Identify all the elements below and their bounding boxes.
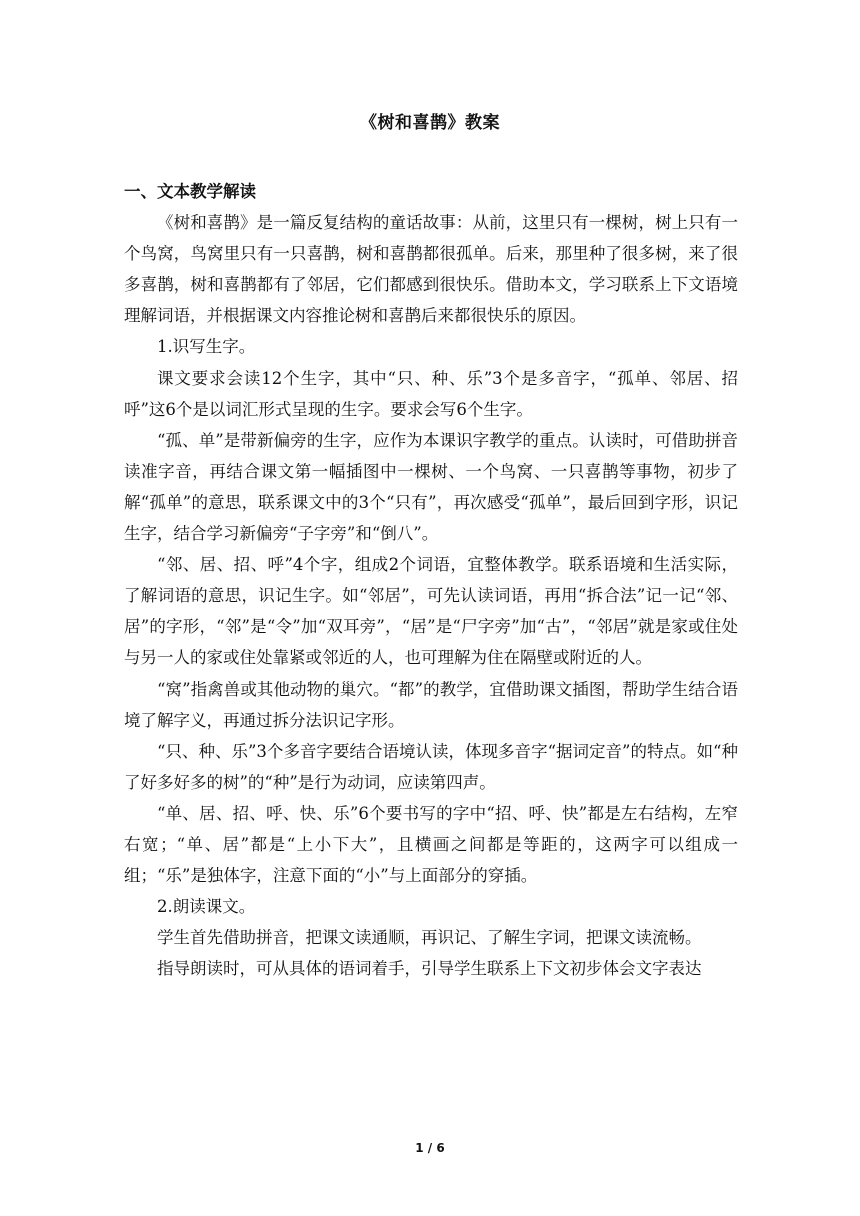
- document-body: [124, 176, 738, 984]
- paragraph-intro: 《树和喜鹊》是一篇反复结构的童话故事：从前，这里只有一棵树，树上只有一个鸟窝，鸟窝里只有一只喜鹊，树和喜鹊都很孤单。后来，那里种了很多树，来了很多喜鹊，树和喜鹊都有了邻居，它们都感到很快乐。借助本文，学习联系上下文语境理解词语，并根据课文内容推论树和喜鹊后来都很快乐的原因。: [124, 213, 738, 326]
- page-number: 1 / 6: [415, 1141, 445, 1155]
- subheading-reading: 2.朗读课文。: [157, 897, 256, 917]
- section-heading: 一、文本教学解读: [124, 182, 256, 201]
- paragraph: “只、种、乐”3个多音字要结合语境认读，体现多音字“据词定音”的特点。如“种了好多好多的树”的“种”是行为动词，应读第四声。: [124, 741, 738, 792]
- paragraph: “孤、单”是带新偏旁的生字，应作为本课识字教学的重点。认读时，可借助拼音读准字音，再结合课文第一幅插图中一棵树、一个鸟窝、一只喜鹊等事物，初步了解“孤单”的意思，联系课文中的3个“只有”，再次感受“孤单”，最后回到字形，识记生字，结合学习新偏旁“子字旁”和“倒八”。: [124, 430, 738, 544]
- paragraph: “窝”指禽兽或其他动物的巢穴。“都”的教学，宜借助课文插图，帮助学生结合语境了解字义，再通过拆分法识记字形。: [124, 679, 738, 730]
- document-title: 《树和喜鹊》教案: [360, 113, 500, 133]
- paragraph: 指导朗读时，可从具体的语词着手，引导学生联系上下文初步体会文字表达: [157, 959, 702, 979]
- paragraph: 学生首先借助拼音，把课文读通顺，再识记、了解生字词，把课文读流畅。: [157, 928, 702, 948]
- paragraph: “邻、居、招、呼”4个字，组成2个词语，宜整体教学。联系语境和生活实际，了解词语的意思，识记生字。如“邻居”，可先认读词语，再用“拆合法”记一记“邻、居”的字形，“邻”是“令”加“双耳旁”，“居”是“尸字旁”加“古”，“邻居”就是家或住处与另一人的家或住处靠紧或邻近的人，也可理解为住在隔壁或附近的人。: [124, 555, 738, 668]
- subheading-characters: 1.识写生字。: [157, 337, 256, 357]
- paragraph: “单、居、招、呼、快、乐”6个要书写的字中“招、呼、快”都是左右结构，左窄右宽；“单、居”都是“上小下大”，且横画之间都是等距的，这两字可以组成一组；“乐”是独体字，注意下面的“小”与上面部分的穿插。: [124, 803, 738, 886]
- paragraph: 课文要求会读12个生字，其中“只、种、乐”3个是多音字，“孤单、邻居、招呼”这6个是以词汇形式呈现的生字。要求会写6个生字。: [124, 368, 738, 419]
